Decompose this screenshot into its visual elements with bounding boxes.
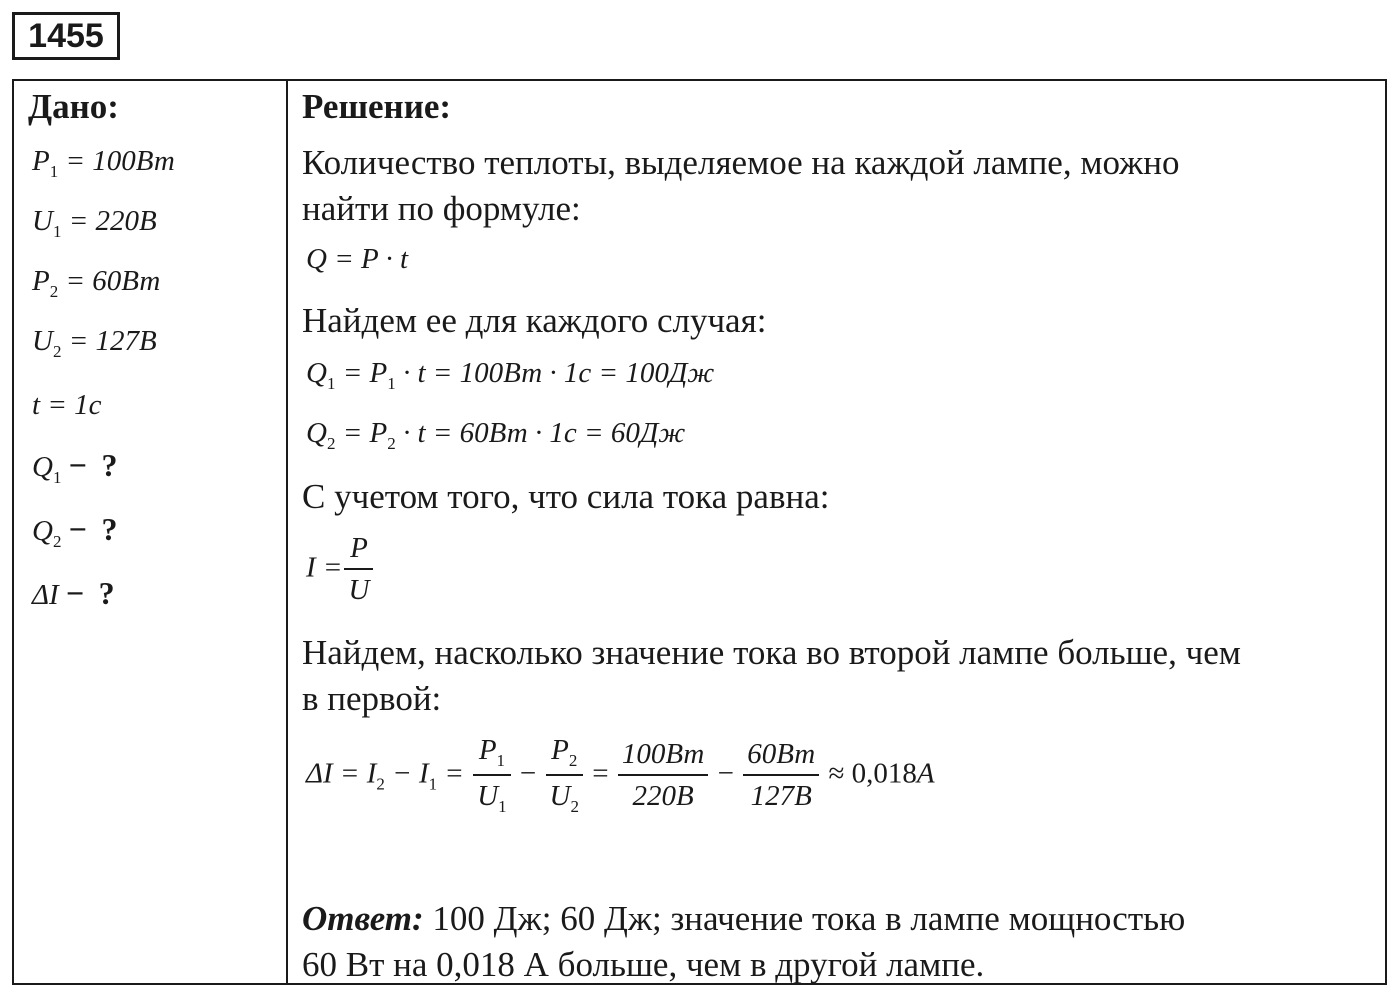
problem-number: 1455 <box>12 12 120 60</box>
given-u2: $U_2 = 127В$ <box>32 325 157 361</box>
given-p2: $P_2 = 60Вт$ <box>32 265 161 301</box>
formula-heat: Q = P · t <box>306 243 409 275</box>
solution-text-1b: найти по формуле: <box>302 189 581 228</box>
find-q2: $Q_2$ − ? <box>32 511 118 551</box>
find-q1: $Q_1$ − ? <box>32 447 118 487</box>
given-heading: Дано: <box>28 87 119 126</box>
answer-line-2: 60 Вт на 0,018 А больше, чем в другой лампе. <box>302 945 985 984</box>
solution-text-4a: Найдем, насколько значение тока во второй лампе больше, чем <box>302 633 1241 672</box>
find-delta-i: ΔI − ? <box>32 575 115 611</box>
solution-table <box>12 79 1387 985</box>
solution-text-3: С учетом того, что сила тока равна: <box>302 477 830 516</box>
formula-delta-current: $\Delta I = I_2 - I_1$ = $\frac{P_1}{U_1}$ − $\frac{P_2}{U_2}$ = $\frac{100Вт}{220В}$ − $\frac{60Вт}{127В}$ ≈ 0,018А <box>306 734 935 816</box>
answer-label: Ответ: <box>302 899 424 938</box>
solution-text-2: Найдем ее для каждого случая: <box>302 301 767 340</box>
formula-q1: $Q_1 = P_1 \cdot t = 100Вт \cdot 1с = 100Дж$ <box>306 357 715 393</box>
fraction-60-127: $\frac{60Вт}{127В}$ <box>743 739 819 813</box>
fraction-p1-u1: $\frac{P_1}{U_1}$ <box>473 735 510 816</box>
formula-current: I = $\frac{P}{U}$ <box>306 533 375 607</box>
formula-q2: $Q_2 = P_2 \cdot t = 60Вт \cdot 1с = 60Дж$ <box>306 417 686 453</box>
column-divider <box>286 81 288 983</box>
fraction-100-220: $\frac{100Вт}{220В}$ <box>618 739 709 813</box>
solution-heading: Решение: <box>302 87 452 126</box>
given-t: t = 1с <box>32 389 102 421</box>
given-u1: $U_1 = 220В$ <box>32 205 157 241</box>
fraction-p2-u2: $\frac{P_2}{U_2}$ <box>546 735 583 816</box>
answer-line-1: Ответ: 100 Дж; 60 Дж; значение тока в лампе мощностью <box>302 899 1186 938</box>
solution-text-1a: Количество теплоты, выделяемое на каждой лампе, можно <box>302 143 1180 182</box>
given-p1: $P_1 = 100Вт$ <box>32 145 175 181</box>
fraction-p-over-u: $\frac{P}{U}$ <box>344 533 373 607</box>
solution-text-4b: в первой: <box>302 679 442 718</box>
